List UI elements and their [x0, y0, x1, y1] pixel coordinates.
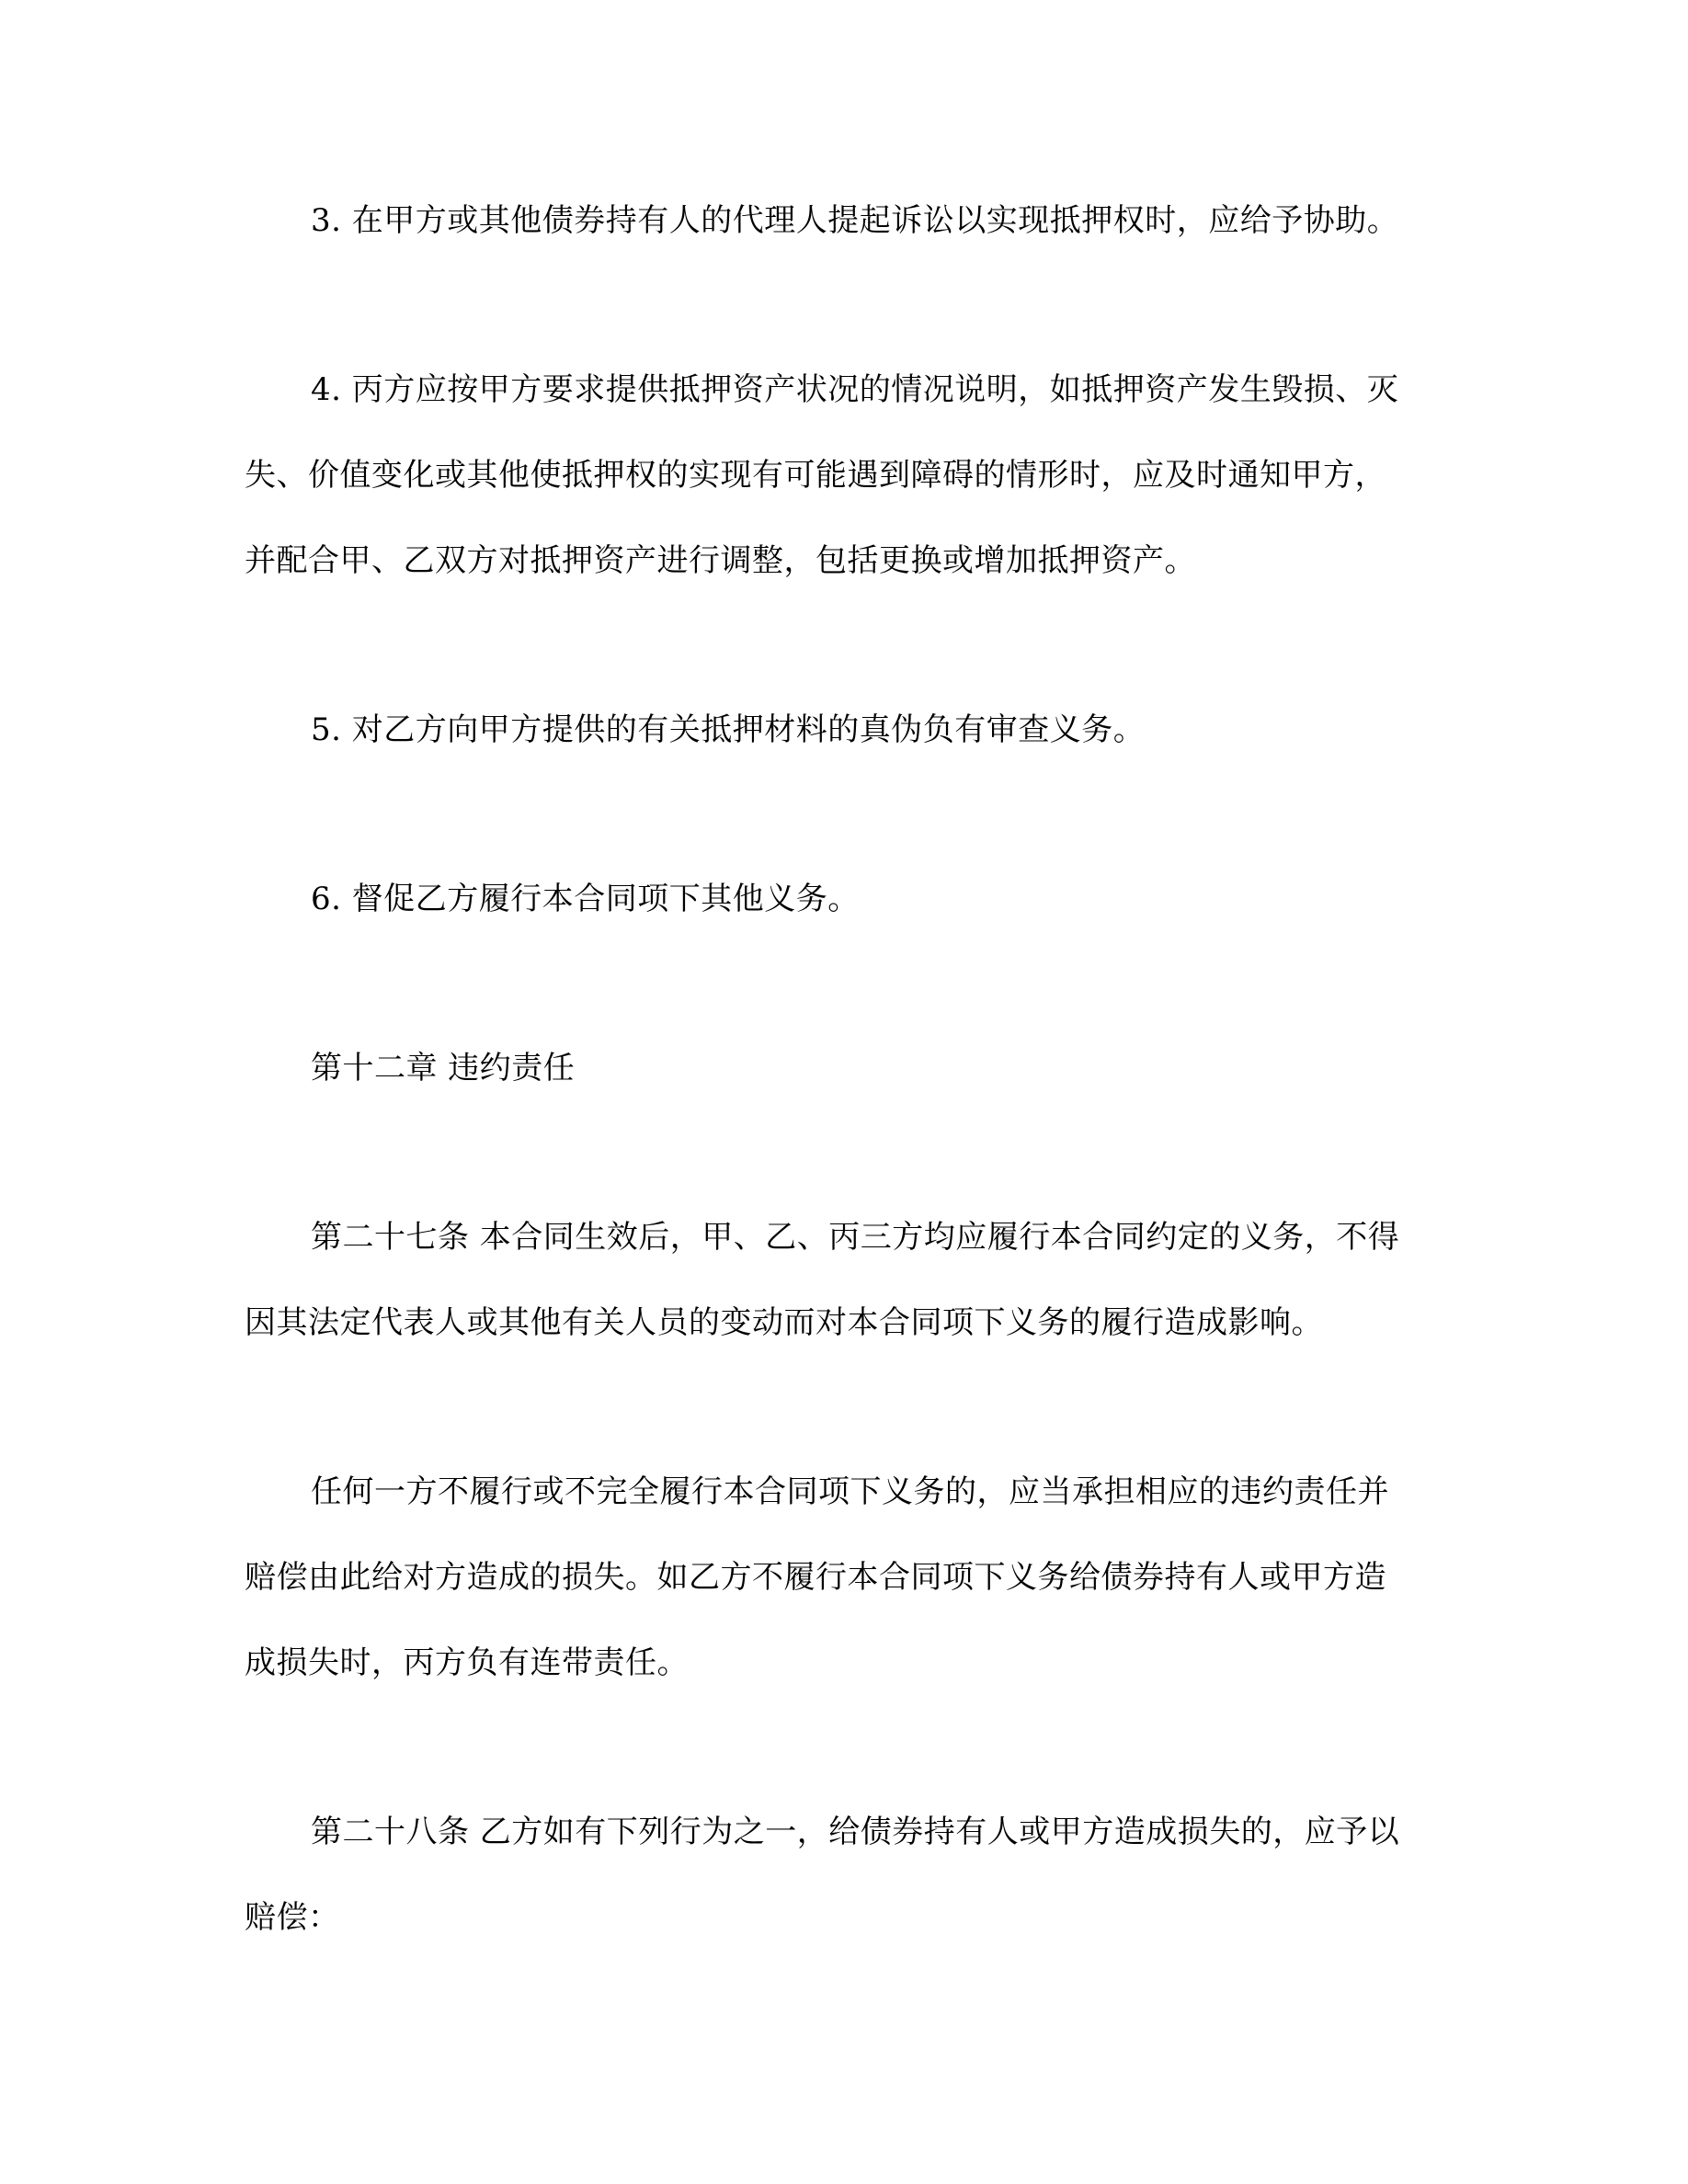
- paragraph-item-3: 3. 在甲方或其他债券持有人的代理人提起诉讼以实现抵押权时，应给予协助。: [311, 202, 1399, 239]
- paragraph-item-4-line-1: 4. 丙方应按甲方要求提供抵押资产状况的情况说明，如抵押资产发生毁损、灭: [311, 371, 1399, 408]
- article-28-line-2: 赔偿：: [245, 1899, 340, 1936]
- article-27-line-1: 第二十七条 本合同生效后，甲、乙、丙三方均应履行本合同约定的义务，不得: [311, 1219, 1400, 1256]
- paragraph-item-5: 5. 对乙方向甲方提供的有关抵押材料的真伪负有审查义务。: [311, 711, 1146, 748]
- liability-paragraph-line-2: 赔偿由此给对方造成的损失。如乙方不履行本合同项下义务给债券持有人或甲方造: [245, 1559, 1386, 1596]
- chapter-heading: 第十二章 违约责任: [311, 1050, 576, 1086]
- paragraph-item-4-line-3: 并配合甲、乙双方对抵押资产进行调整，包括更换或增加抵押资产。: [245, 542, 1196, 579]
- article-27-line-2: 因其法定代表人或其他有关人员的变动而对本合同项下义务的履行造成影响。: [245, 1304, 1323, 1341]
- liability-paragraph-line-1: 任何一方不履行或不完全履行本合同项下义务的，应当承担相应的违约责任并: [311, 1473, 1389, 1510]
- liability-paragraph-line-3: 成损失时，丙方负有连带责任。: [245, 1644, 689, 1681]
- article-28-line-1: 第二十八条 乙方如有下列行为之一，给债券持有人或甲方造成损失的，应予以: [311, 1814, 1400, 1850]
- paragraph-item-4-line-2: 失、价值变化或其他使抵押权的实现有可能遇到障碍的情形时，应及时通知甲方，: [245, 457, 1386, 494]
- paragraph-item-6: 6. 督促乙方履行本合同项下其他义务。: [311, 881, 860, 917]
